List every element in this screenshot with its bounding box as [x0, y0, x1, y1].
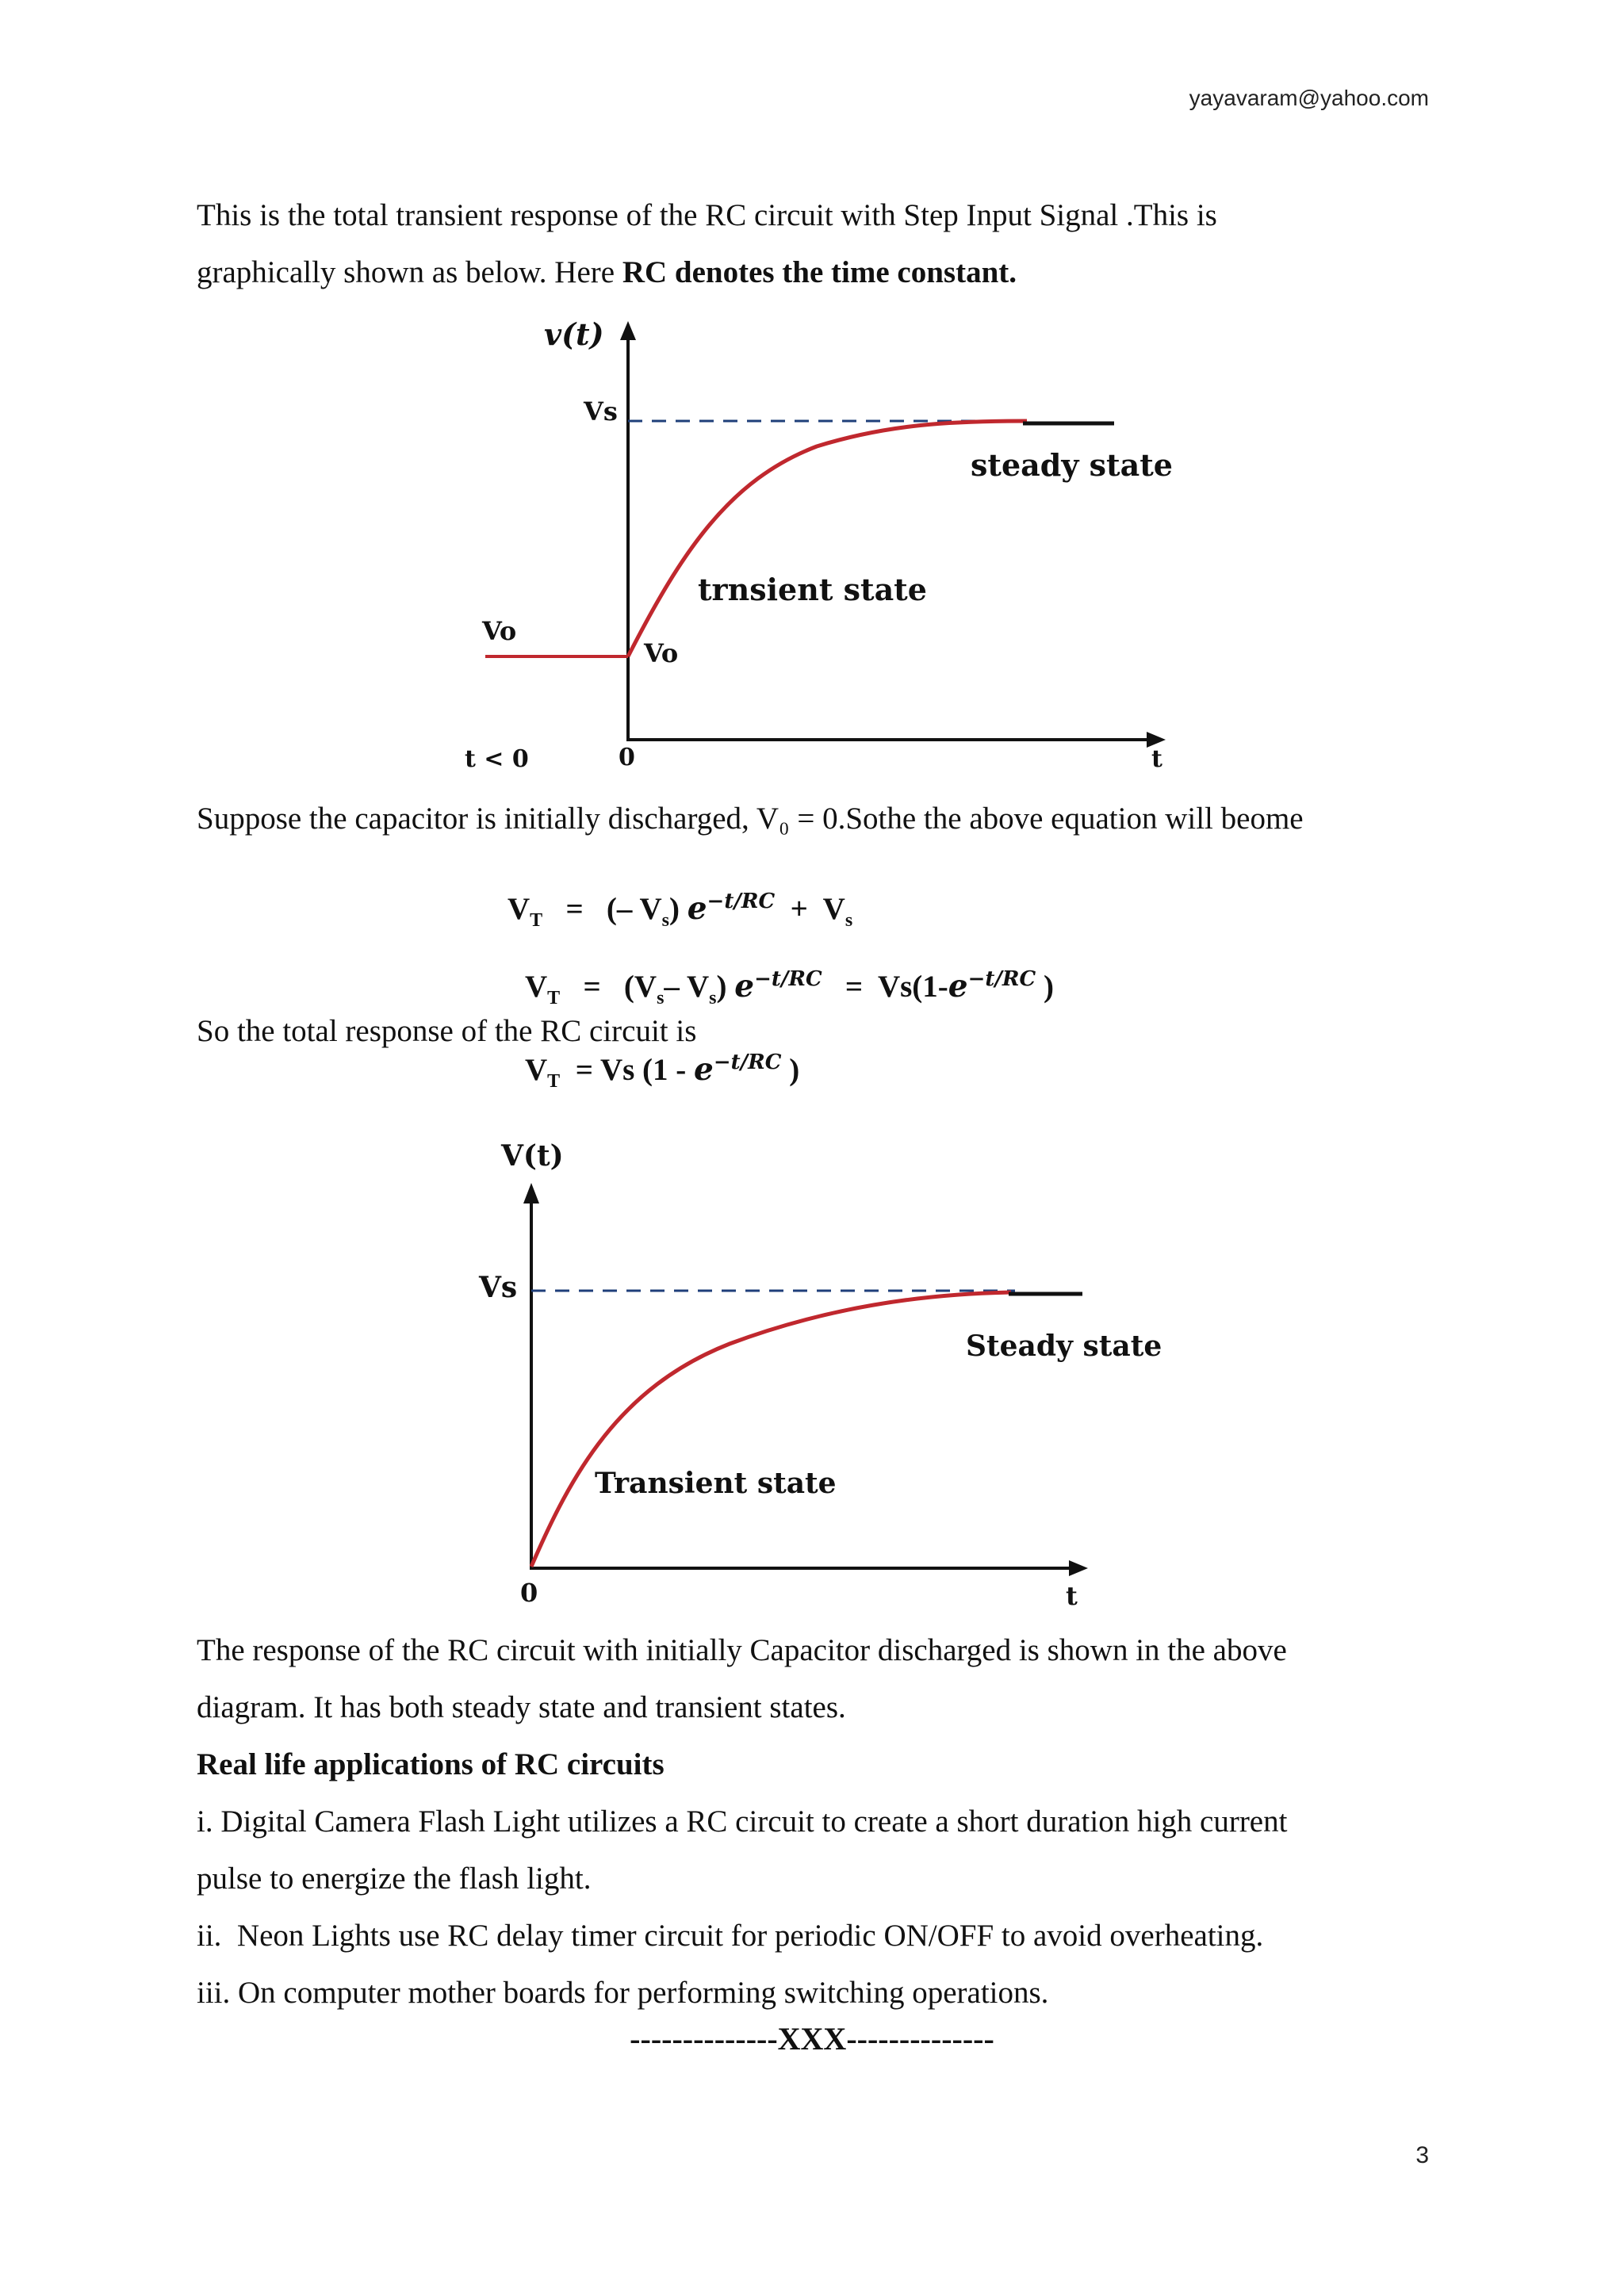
eq1-term-close: ): [668, 892, 680, 926]
steady-state-label: Steady state: [966, 1330, 1162, 1363]
eq2-term-close: ): [716, 970, 727, 1004]
paragraph-discharged-line2: diagram. It has both steady state and transient states.: [197, 1690, 846, 1724]
eq2-term: (V: [623, 970, 657, 1004]
paragraph-discharged-response: [197, 1622, 1287, 2022]
eq2-exp-base: e: [734, 968, 755, 1004]
vo-left-label: Vo: [482, 616, 517, 646]
paragraph-intro: [197, 187, 1217, 301]
eq2-rhs-close: ): [1043, 970, 1054, 1004]
vo-right-label: Vo: [644, 638, 679, 668]
y-axis-arrow-icon: [620, 321, 636, 340]
y-axis-label: V(t): [501, 1139, 564, 1173]
y-axis-label: v(t): [544, 316, 604, 352]
eq2-exponent: −t/RC: [754, 967, 822, 991]
eq1-vs: V: [822, 892, 845, 926]
charging-curve: [628, 421, 1027, 656]
eq3-lhs-sub: T: [547, 1070, 561, 1092]
vs-label: Vs: [479, 1271, 518, 1304]
paragraph-discharged-line1: The response of the RC circuit with initially Capacitor discharged is shown in the above: [197, 1633, 1287, 1667]
eq2-rhs-exponent: −t/RC: [967, 967, 1036, 991]
eq2-dash: – V: [664, 970, 710, 1004]
application-item-2: ii. Neon Lights use RC delay timer circuit for periodic ON/OFF to avoid overheating.: [197, 1919, 1264, 1953]
transient-state-label: Transient state: [595, 1467, 837, 1500]
transient-state-label: trnsient state: [698, 572, 927, 607]
origin-label: 0: [619, 744, 635, 771]
application-item-3: iii. On computer mother boards for performing switching operations.: [197, 1976, 1049, 2010]
eq3-exponent: −t/RC: [713, 1050, 782, 1074]
paragraph-intro-line2: [197, 244, 1217, 301]
eq1-lhs-sub: T: [530, 909, 543, 931]
steady-state-label: steady state: [971, 447, 1173, 483]
application-item-1-line2: pulse to energize the flash light.: [197, 1862, 592, 1896]
origin-label: 0: [520, 1578, 538, 1608]
application-item-1-line1: i. Digital Camera Flash Light utilizes a RC circuit to create a short duration high current: [197, 1804, 1288, 1839]
equation-vt-1: [508, 890, 852, 932]
paragraph-initial-condition: Suppose the capacitor is initially discharged, V₀ = 0.Sothe the above equation will beome: [197, 802, 1304, 836]
x-axis-label: t: [1151, 745, 1162, 773]
eq2-term-sub1: s: [657, 987, 665, 1008]
eq2-equals-2: =: [845, 970, 864, 1004]
applications-heading: [197, 1736, 1287, 1793]
intro-bold-text: RC denotes the time constant.: [622, 255, 1017, 289]
vs-label: Vs: [584, 396, 618, 427]
x-axis-arrow-icon: [1069, 1560, 1088, 1576]
eq2-term-sub2: s: [709, 987, 717, 1008]
paragraph-intro-line1: This is the total transient response of the RC circuit with Step Input Signal .This is: [197, 198, 1217, 232]
x-axis-label: t: [1066, 1581, 1078, 1611]
eq1-equals: =: [565, 892, 584, 926]
figure-transient-response-discharged: [444, 1126, 1237, 1617]
eq3-exp-base: e: [694, 1051, 714, 1088]
eq1-plus: +: [790, 892, 808, 926]
page-number: 3: [1415, 2142, 1429, 2168]
eq2-lhs-sub: T: [547, 987, 561, 1008]
eq2-lhs: V: [525, 970, 548, 1004]
equation-vt-final: [525, 1050, 799, 1093]
eq1-lhs: V: [508, 892, 530, 926]
eq1-exp-base: e: [687, 890, 707, 927]
eq2-equals: =: [583, 970, 601, 1004]
applications-heading-text: Real life applications of RC circuits: [197, 1747, 665, 1781]
paragraph-total-response: So the total response of the RC circuit is: [197, 1014, 697, 1048]
eq3-equals: = Vs (1 -: [575, 1053, 687, 1087]
charging-curve: [531, 1292, 1011, 1567]
y-axis-arrow-icon: [523, 1183, 539, 1203]
eq2-rhs: Vs(1-: [877, 970, 948, 1004]
eq1-vs-sub: s: [845, 909, 853, 931]
eq2-rhs-base: e: [948, 968, 968, 1004]
eq1-term: (– V: [606, 892, 662, 926]
header-email: yayavaram@yahoo.com: [1189, 86, 1429, 110]
end-separator: --------------XXX--------------: [630, 2021, 994, 2057]
intro-plain-text: graphically shown as below. Here: [197, 255, 622, 289]
eq1-term-sub: s: [661, 909, 669, 931]
eq1-exponent: −t/RC: [707, 890, 776, 913]
eq3-close: ): [789, 1053, 800, 1087]
figure-transient-response-general: [444, 313, 1237, 789]
t-negative-label: t < 0: [465, 745, 529, 773]
eq3-lhs: V: [525, 1053, 548, 1087]
